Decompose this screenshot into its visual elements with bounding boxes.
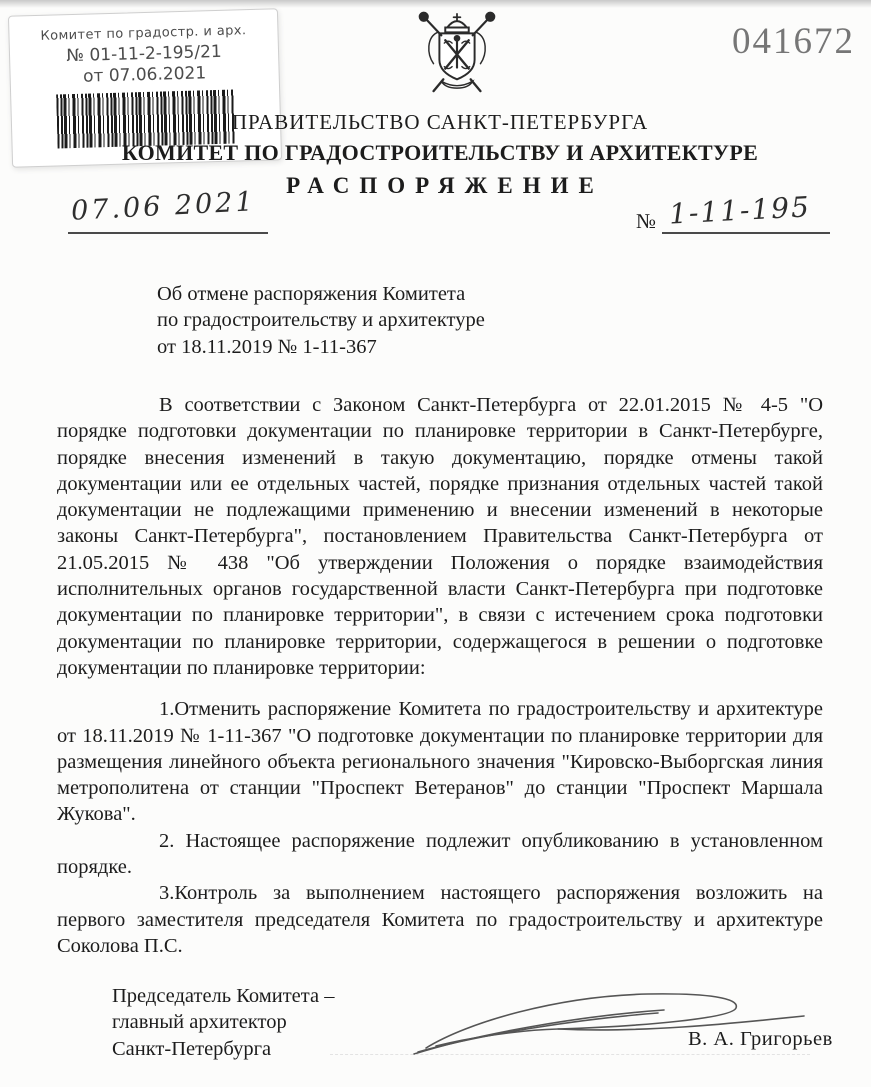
order-item-2: 2. Настоящее распоряжение подлежит опубликованию в установленном порядке.	[57, 829, 823, 879]
sticker-registration-number: № 01-11-2-195/21	[66, 41, 222, 67]
spb-coat-of-arms-icon	[398, 6, 516, 99]
subject-line-1: Об отмене распоряжения Комитета	[157, 283, 466, 305]
order-item-1: 1.Отменить распоряжение Комитета по градостроительству и архитектуре от 18.11.2019 № 1-11-367 "О подготовке документации по планировке территории для размещения линейного объекта регионального значения "Кировско-Выборгская линия метрополитена от станции "Проспект Ветеранов" до станции "Проспект Маршала Жукова".	[57, 698, 823, 826]
scan-artifact-line	[330, 1054, 810, 1055]
date-field	[68, 186, 268, 234]
letterhead	[57, 110, 823, 199]
number-field	[636, 190, 830, 234]
signer-name: В. А. Григорьев	[688, 1028, 833, 1050]
government-name: ПРАВИТЕЛЬСТВО САНКТ-ПЕТЕРБУРГА	[231, 110, 649, 134]
committee-name: КОМИТЕТ ПО ГРАДОСТРОИТЕЛЬСТВУ И АРХИТЕКТУРЕ	[121, 140, 759, 165]
number-line	[662, 190, 830, 234]
number-sign-label: №	[636, 209, 657, 233]
document-type-title: РАСПОРЯЖЕНИЕ	[286, 173, 604, 198]
subject-line-3: от 18.11.2019 № 1-11-367	[157, 335, 377, 358]
signer-position-line-1: Председатель Комитета –	[112, 985, 335, 1007]
sticker-registration-date: от 07.06.2021	[82, 63, 207, 87]
subject-block	[157, 281, 485, 360]
order-item-3: 3.Контроль за выполнением настоящего распоряжения возложить на первого заместителя председателя Комитета по градостроительству и архитектуре Соколова П.С.	[57, 882, 823, 957]
subject-line-2: по градостроительству и архитектуре	[157, 309, 485, 332]
signer-position-line-2: главный архитектор	[112, 1011, 287, 1034]
signer-position-block	[112, 983, 334, 1062]
form-number-stamp: 041672	[732, 21, 855, 62]
document-body	[57, 392, 823, 959]
handwritten-date: 07.06 2021	[70, 186, 257, 227]
preamble-paragraph: В соответствии с Законом Санкт-Петербурга от 22.01.2015 № 4-5 "О порядке подготовки документации по планировке территории в Санкт-Петербурге, порядке внесения изменений в такую документацию, порядке отмены такой документации или ее отдельных частей, порядке признания отдельных частей такой документации не подлежащими применению и внесении изменений в некоторые законы Санкт-Петербурга", постановлением Правительства Санкт-Петербурга от 21.05.2015 № 438 "Об утверждении Положения о порядке взаимодействия исполнительных органов государственной власти Санкт-Петербурга при подготовке документации по планировке территории", в связи с истечением срока подготовки документации по планировке территории, содержащегося в решении о подготовке документации по планировке территории:	[57, 394, 823, 679]
sticker-committee-abbrev: Комитет по градостр. и арх.	[40, 23, 247, 44]
handwritten-number: 1-11-195	[668, 190, 812, 231]
signer-position-line-3: Санкт-Петербурга	[112, 1037, 272, 1060]
